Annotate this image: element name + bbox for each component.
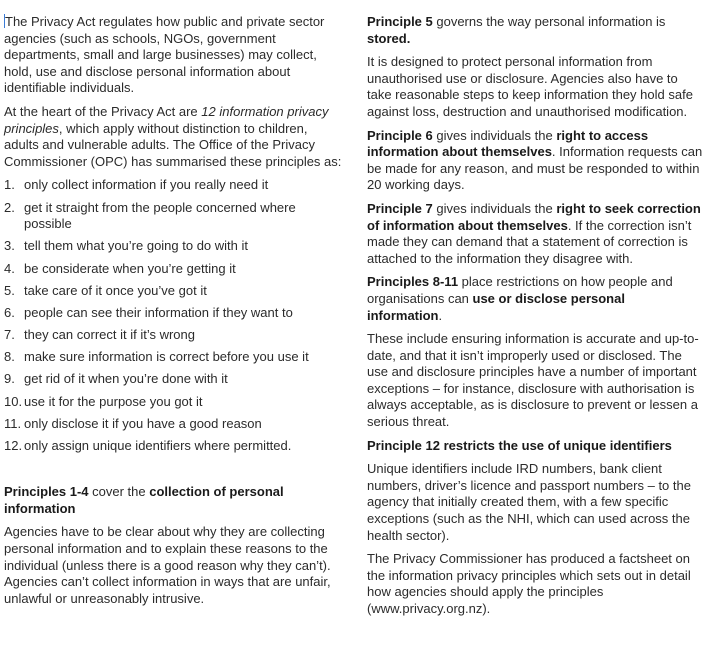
- principle-list-item: [4, 394, 342, 411]
- principles-1-4-body: Agencies have to be clear about why they are collecting personal information and to explain these reasons to the individual (unless there is a good reason why they can’t). Agencies can’t collect information in ways that are unfair, unlawful or unreasonably intrusive.: [4, 524, 331, 606]
- principle-number: 2.: [4, 199, 15, 215]
- principle-5-body: It is designed to protect personal information from unauthorised use or disclosure. Agencies also have to take reasonable steps to keep information they hold safe against loss, destruction and unauthorised modification.: [367, 54, 693, 119]
- principles-1-4-heading: Principles 1-4 cover the collection of personal information: [4, 484, 284, 516]
- principle-list-item: [4, 416, 342, 433]
- principle-text: use it for the purpose you got it: [24, 393, 203, 409]
- principle-text: people can see their information if they want to: [24, 304, 293, 320]
- principles-8-11-heading: Principles 8-11 place restrictions on how people and organisations can use or disclose personal information.: [367, 274, 673, 323]
- left-column: [4, 14, 342, 614]
- principle-list-item: [4, 438, 342, 455]
- principle-number: 1.: [4, 177, 15, 193]
- principle-number: 9.: [4, 371, 15, 387]
- principles-list: [4, 177, 342, 454]
- principle-number: 7.: [4, 327, 15, 343]
- principle-number: 3.: [4, 238, 15, 254]
- principle-5-heading: Principle 5 governs the way personal information is stored.: [367, 14, 666, 46]
- principle-list-item: [4, 305, 342, 322]
- principle-12-body: Unique identifiers include IRD numbers, bank client numbers, driver’s licence and passport numbers – to the agency that initially created them, with a few specific exceptions (such as the NHI, which can used across the health sector).: [367, 461, 691, 543]
- principle-number: 8.: [4, 349, 15, 365]
- principle-number: 6.: [4, 304, 15, 320]
- principle-text: get rid of it when you’re done with it: [24, 371, 228, 387]
- factsheet-paragraph: The Privacy Commissioner has produced a factsheet on the information privacy principles which sets out in detail how agencies should apply the principles (www.privacy.org.nz).: [367, 551, 691, 616]
- principles-8-11-body: These include ensuring information is accurate and up-to-date, and that it isn’t improperly used or disclosed. The use and disclosure principles have a number of important exceptions – for instance, disclosure with authorisation is always acceptable, as is disclosure to prevent or lessen a serious threat.: [367, 331, 699, 430]
- principle-list-item: [4, 261, 342, 278]
- principle-text: only disclose it if you have a good reason: [24, 415, 262, 431]
- principle-number: 11.: [4, 415, 22, 431]
- heart-paragraph: At the heart of the Privacy Act are 12 information privacy principles, which apply without distinction to children, adults and vulnerable adults. The Office of the Privacy Commissioner (OPC) has summarised these principles as:: [4, 103, 342, 169]
- principle-number: 10.: [4, 393, 23, 409]
- principle-list-item: [4, 283, 342, 300]
- principle-number: 5.: [4, 282, 15, 298]
- principle-list-item: [4, 327, 342, 344]
- principle-list-item: [4, 349, 342, 366]
- principle-12-heading: Principle 12 restricts the use of unique identifiers: [367, 437, 672, 453]
- principle-number: 12.: [4, 438, 23, 453]
- principle-list-item: [4, 200, 342, 233]
- principle-7-paragraph: Principle 7 gives individuals the right to seek correction of information about themselves. If the correction isn’t made they can demand that a statement of correction is attached to the information they disagree with.: [367, 200, 701, 266]
- principle-text: make sure information is correct before you use it: [24, 349, 309, 365]
- principle-list-item: [4, 371, 342, 388]
- principle-6-paragraph: Principle 6 gives individuals the right to access information about themselves. Information requests can be made for any reason, and must be responded to within 20 working days.: [367, 127, 703, 193]
- principle-number: 4.: [4, 260, 15, 276]
- principle-text: take care of it once you’ve got it: [24, 282, 207, 298]
- principle-text: tell them what you’re going to do with it: [24, 238, 249, 254]
- principle-text: only assign unique identifiers where permitted.: [24, 438, 292, 453]
- principle-text: get it straight from the people concerned where possible: [24, 199, 296, 232]
- principle-text: be considerate when you’re getting it: [24, 260, 236, 276]
- right-column: [367, 14, 703, 625]
- principle-text: they can correct it if it’s wrong: [24, 327, 195, 343]
- principle-list-item: [4, 238, 342, 255]
- principle-text: only collect information if you really need it: [24, 177, 269, 193]
- principle-list-item: [4, 177, 342, 194]
- intro-paragraph: The Privacy Act regulates how public and private sector agencies (such as schools, NGOs, government departments, small and large businesses) may collect, hold, use and disclose personal information about identifiable individuals.: [4, 14, 325, 96]
